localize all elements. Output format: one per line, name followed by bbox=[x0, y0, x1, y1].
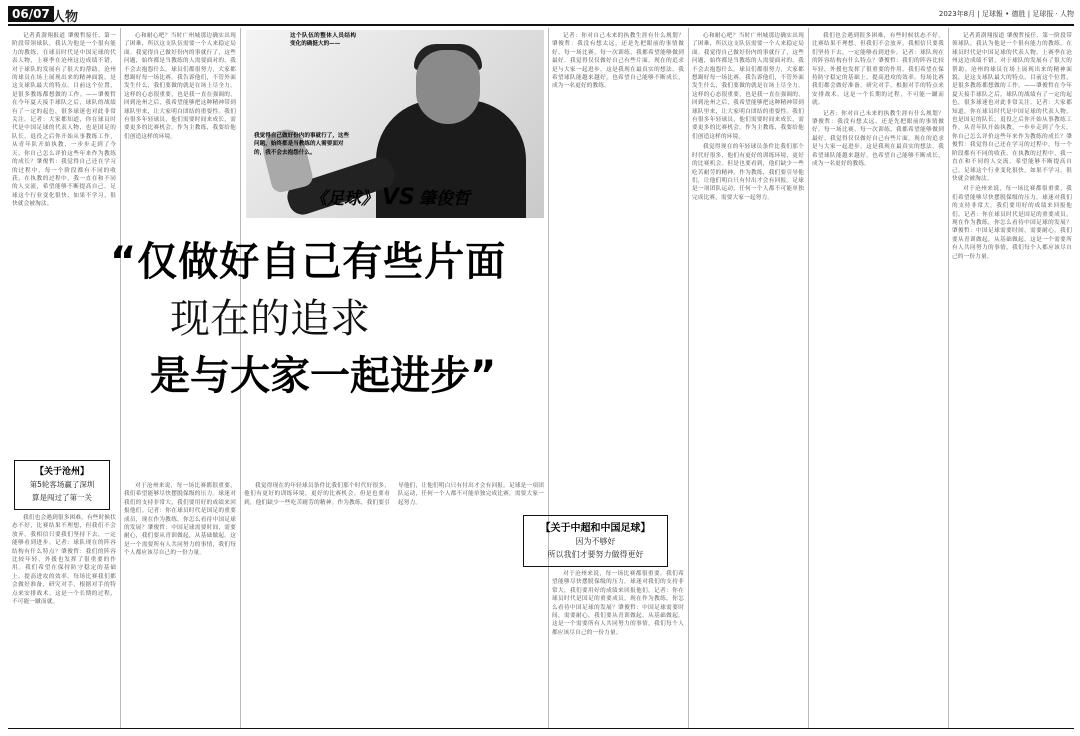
cangzhou-subtitle-1: 第5轮客场赢了深圳 bbox=[29, 480, 95, 489]
article-text: 记者：你对自己未来的执教生涯有什么规划？肇俊哲：我没有想太远，还是先把眼前的事情做好。每一场比赛，每一次训练，我都希望能够做到最好。我觉得仅仅做好自己有些片面，现在的追求是与大家一起进步。这是我现在最真实的想法。我希望球队能越来越好，也希望自己能够不断成长，成为一名更好的教练。 bbox=[552, 33, 684, 90]
article-text: 记者：你对自己未来的执教生涯有什么规划？肇俊哲：我没有想太远，还是先把眼前的事情做好。每一场比赛，每一次训练，我都希望能够做到最好。我觉得仅仅做好自己有些片面，现在的追求是与大家一起进步。这是我现在最真实的想法。我希望球队能越来越好，也希望自己能够不断成长，成为一名更好的教练。 bbox=[812, 110, 944, 168]
cangzhou-title: 【关于沧州】 bbox=[34, 467, 89, 477]
article-text: 记者黄澍翔报道 肇俊哲接任、第一阶段带领球队，我认为他是一个很有能力的教练，在球员时代是中国足球的代表人物，上赛季在沧州这边成绩不错，对于球队的发展有了很大的帮助。沧州的球员在场上展现出来的精神面貌，是这支球队最大的特点。目前这个位置，是很多教练都想做的工作。——肇俊哲在今年夏天接手球队之后，球队的战绩有了一定的起色，很多球迷也对此非常关注。记者：大家都知道，你在球员时代是中国足球的代表人物，也是国足的队长，退役之后你开始从事教练工作，从青年队开始执教，一步步走到了今天。你自己怎么评价这些年来作为教练的成长？肇俊哲：我觉得自己还在学习的过程中，每一个阶段都有不同的收获。在执教的过程中，我一直在和不同的人交流，希望能够不断提高自己。足球这个行业变化很快，如果不学习，很快就会被淘汰。 bbox=[12, 33, 116, 208]
article-column-2 bbox=[124, 32, 236, 222]
article-column-4b bbox=[552, 570, 684, 724]
headline bbox=[110, 230, 550, 401]
section-title: 人物 bbox=[52, 10, 79, 25]
article-column-2b bbox=[124, 482, 236, 724]
column-rule bbox=[948, 28, 949, 728]
title-right: 肇俊哲 bbox=[418, 189, 470, 209]
article-column-7 bbox=[952, 32, 1072, 724]
footer-rule bbox=[8, 728, 1074, 729]
coach-head bbox=[416, 50, 480, 124]
page-number: 06/07 bbox=[8, 6, 54, 22]
title-left: 《足球》 bbox=[310, 189, 378, 209]
article-column-1 bbox=[12, 32, 116, 452]
china-football-title: 【关于中超和中国足球】 bbox=[540, 523, 651, 534]
column-rule bbox=[808, 28, 809, 728]
dateline: 2023年8月 | 足球報 • 德胜 | 足球报 · 人物 bbox=[938, 10, 1074, 18]
headline-line-3: 是与大家一起进步” bbox=[150, 353, 497, 399]
article-text: 我们也会遇到很多困难，有些时候状态不好，比赛结果不理想，但我们不会放弃。我相信只要我们坚持下去，一定能够看到进步。记者：球队现在的阵容结构有什么特点？肇俊哲：我们的阵容比较年轻，外援也发挥了很重要的作用。我们希望在保持防守稳定的基础上，提高进攻的效率。每场比赛我们都会做好准备，研究对手，根据对手的特点来安排战术。这是一个长期的过程，不可能一蹴而就。 bbox=[812, 33, 944, 107]
china-football-section-box bbox=[523, 515, 668, 567]
article-text: 心和耐心吧？当时广州城那边确实出现了困难，所以这支队伍需要一个人来稳定局面。我觉得自己做好份内的事就行了，这些问题，始终都是当教练的人需要面对的，我不会去抱怨什么。球员们都很努力，大家都想踢好每一场比赛。我告诉他们，不管外面发生什么，我们要做的就是在场上尽全力。这样的心态很重要，也是我一直在强调的。回到沧州之后，我希望能够把这种精神带到球队里来，让大家明白团结的重要性。我们有很多年轻球员，他们需要时间来成长，需要更多的比赛机会。作为主教练，我要给他们创造这样的环境。 bbox=[692, 33, 804, 140]
feature-title bbox=[310, 184, 470, 210]
article-text: 对于沧州来说，每一场比赛都很重要，我们希望能够尽快摆脱保级的压力。球迷对我们的支持非常大，我们要用好的成绩来回报他们。记者：你在球员时代是国足的重要成员，现在作为教练，你怎么看待中国足球的发展？肇俊哲：中国足球需要时间，需要耐心，我们要从青训做起，从基础做起。这是一个需要所有人共同努力的事情，我们每个人都应该尽自己的一份力量。 bbox=[552, 571, 684, 636]
headline-line-1: “仅做好自己有些片面 bbox=[110, 239, 507, 285]
article-text: 我觉得现在的年轻球员条件比我们那个时代好很多，他们有更好的训练环境，更好的比赛机会。但是也要看到，他们缺少一些吃苦耐劳的精神。作为教练，我们要引导他们，让他们明白只有付出才会有回报。足球是一项团队运动，任何一个人都不可能单独完成比赛，需要大家一起努力。 bbox=[692, 144, 804, 201]
article-column-5 bbox=[692, 32, 804, 724]
article-column-3 bbox=[244, 482, 544, 724]
article-text: 我觉得现在的年轻球员条件比我们那个时代好很多，他们有更好的训练环境，更好的比赛机会。但是也要看到，他们缺少一些吃苦耐劳的精神。作为教练，我们要引导他们，让他们明白只有付出才会有回报。足球是一项团队运动，任何一个人都不可能单独完成比赛，需要大家一起努力。 bbox=[244, 483, 544, 506]
article-text: 我们也会遇到很多困难，有些时候状态不好，比赛结果不理想，但我们不会放弃。我相信只要我们坚持下去，一定能够看到进步。记者：球队现在的阵容结构有什么特点？肇俊哲：我们的阵容比较年轻，外援也发挥了很重要的作用。我们希望在保持防守稳定的基础上，提高进攻的效率。每场比赛我们都会做好准备，研究对手，根据对手的特点来安排战术。这是一个长期的过程，不可能一蹴而就。 bbox=[12, 515, 116, 606]
column-rule bbox=[688, 28, 689, 728]
china-football-subtitle-2: 所以我们才要努力做得更好 bbox=[547, 550, 644, 559]
lead-paragraph bbox=[290, 32, 356, 49]
china-football-subtitle-1: 因为不够好 bbox=[575, 537, 616, 546]
cangzhou-subtitle-2: 算是闯过了第一关 bbox=[32, 493, 92, 502]
headline-line-2: 现在的追求 bbox=[170, 296, 370, 342]
article-text: 记者黄澍翔报道 肇俊哲接任、第一阶段带领球队，我认为他是一个很有能力的教练，在球员时代是中国足球的代表人物，上赛季在沧州这边成绩不错，对于球队的发展有了很大的帮助。沧州的球员在场上展现出来的精神面貌，是这支球队最大的特点。目前这个位置，是很多教练都想做的工作。——肇俊哲在今年夏天接手球队之后，球队的战绩有了一定的起色，很多球迷也对此非常关注。记者：大家都知道，你在球员时代是中国足球的代表人物，也是国足的队长，退役之后你开始从事教练工作，从青年队开始执教，一步步走到了今天。你自己怎么评价这些年来作为教练的成长？肇俊哲：我觉得自己还在学习的过程中，每一个阶段都有不同的收获。在执教的过程中，我一直在和不同的人交流，希望能够不断提高自己。足球这个行业变化很快，如果不学习，很快就会被淘汰。 bbox=[952, 33, 1072, 182]
article-column-1b bbox=[12, 514, 116, 724]
article-text: 对于沧州来说，每一场比赛都很重要，我们希望能够尽快摆脱保级的压力。球迷对我们的支持非常大，我们要用好的成绩来回报他们。记者：你在球员时代是国足的重要成员，现在作为教练，你怎么看待中国足球的发展？肇俊哲：中国足球需要时间，需要耐心，我们要从青训做起，从基础做起。这是一个需要所有人共同努力的事情，我们每个人都应该尽自己的一份力量。 bbox=[124, 483, 236, 557]
cangzhou-section-box bbox=[14, 460, 110, 510]
lead-text: 这个队伍的整体人员结构变化的确挺大的—— bbox=[290, 33, 356, 48]
title-vs: VS bbox=[382, 185, 415, 210]
article-column-6 bbox=[812, 32, 944, 724]
article-text: 心和耐心吧？当时广州城那边确实出现了困难，所以这支队伍需要一个人来稳定局面。我觉得自己做好份内的事就行了，这些问题，始终都是当教练的人需要面对的，我不会去抱怨什么。球员们都很努力，大家都想踢好每一场比赛。我告诉他们，不管外面发生什么，我们要做的就是在场上尽全力。这样的心态很重要，也是我一直在强调的。回到沧州之后，我希望能够把这种精神带到球队里来，让大家明白团结的重要性。我们有很多年轻球员，他们需要时间来成长，需要更多的比赛机会。作为主教练，我要给他们创造这样的环境。 bbox=[124, 33, 236, 140]
highlight-quote bbox=[254, 132, 354, 157]
article-text: 对于沧州来说，每一场比赛都很重要，我们希望能够尽快摆脱保级的压力。球迷对我们的支持非常大，我们要用好的成绩来回报他们。记者：你在球员时代是国足的重要成员，现在作为教练，你怎么看待中国足球的发展？肇俊哲：中国足球需要时间，需要耐心，我们要从青训做起，从基础做起。这是一个需要所有人共同努力的事情，我们每个人都应该尽自己的一份力量。 bbox=[952, 186, 1072, 260]
article-column-4 bbox=[552, 32, 684, 502]
page-header bbox=[8, 6, 1074, 26]
highlight-text: 我觉得自己做好份内的事就行了，这些问题，始终都是当教练的人需要面对的，我不会去抱怨什么。 bbox=[254, 133, 350, 156]
